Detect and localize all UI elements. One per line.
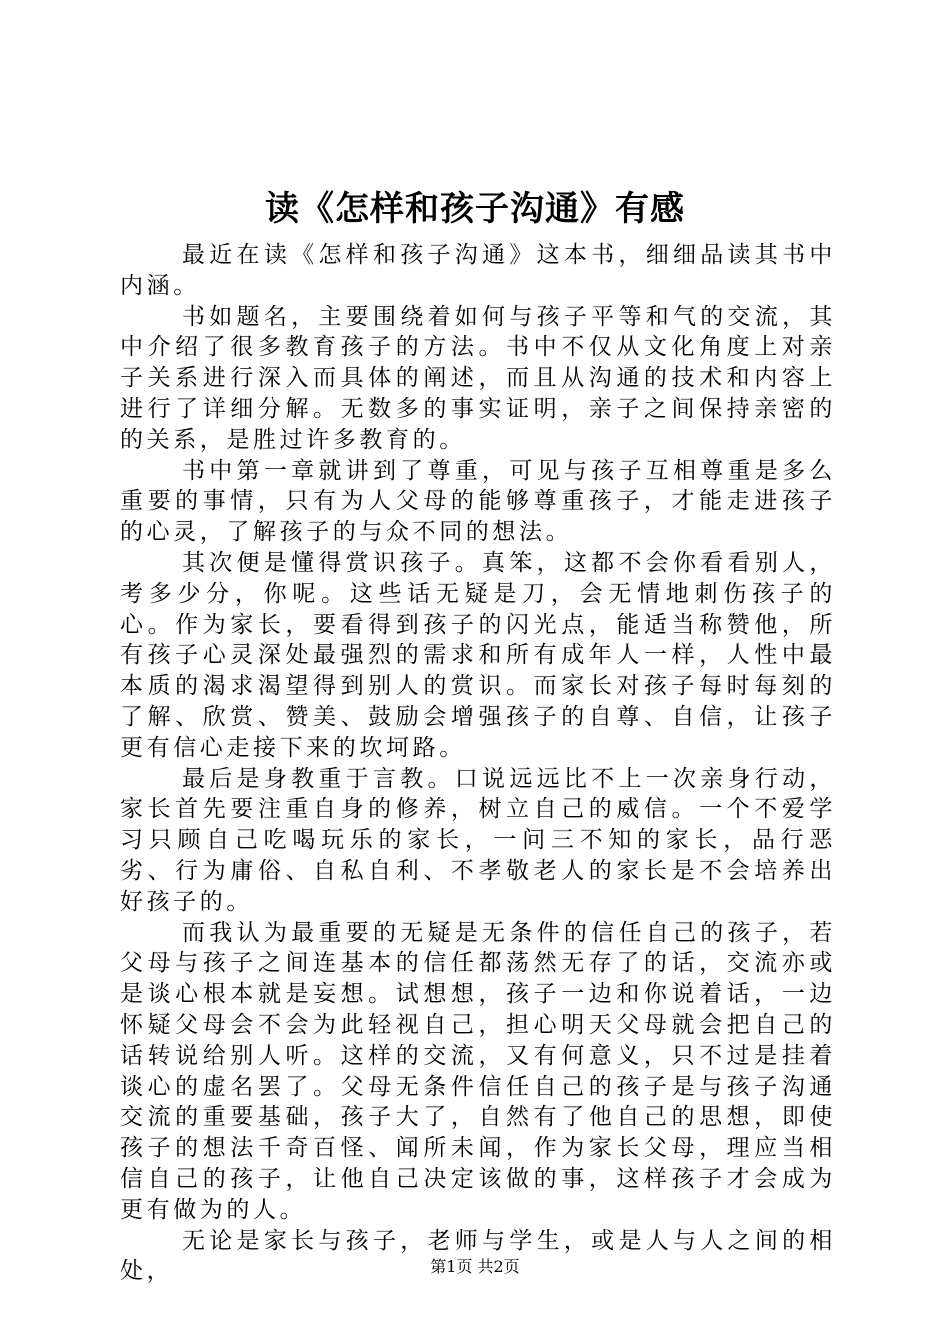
page-footer: 第1页 共2页 <box>430 1257 520 1276</box>
paragraph-6: 而我认为最重要的无疑是无条件的信任自己的孩子，若父母与孩子之间连基本的信任都荡然无存了的话，交流亦或是谈心根本就是妄想。试想想，孩子一边和你说着话，一边怀疑父母会不会为此轻视自己，担心明天父母就会把自己的话转说给别人听。这样的交流，又有何意义，只不过是挂着谈心的虚名罢了。父母无条件信任自己的孩子是与孩子沟通交流的重要基础，孩子大了，自然有了他自己的思想，即使孩子的想法千奇百怪、闻所未闻，作为家长父母，理应当相信自己的孩子，让他自己决定该做的事，这样孩子才会成为更有做为的人。 <box>120 919 836 1223</box>
paragraph-4: 其次便是懂得赏识孩子。真笨，这都不会你看看别人，考多少分，你呢。这些话无疑是刀，会无情地刺伤孩子的心。作为家长，要看得到孩子的闪光点，能适当称赞他，所有孩子心灵深处最强烈的需求和所有成年人一样，人性中最本质的渴求渴望得到别人的赏识。而家长对孩子每时每刻的了解、欣赏、赞美、鼓励会增强孩子的自尊、自信，让孩子更有信心走接下来的坎坷路。 <box>120 549 836 761</box>
paragraph-2: 书如题名，主要围绕着如何与孩子平等和气的交流，其中介绍了很多教育孩子的方法。书中不仅从文化角度上对亲子关系进行深入而具体的阐述，而且从沟通的技术和内容上进行了详细分解。无数多的事实证明，亲子之间保持亲密的的关系，是胜过许多教育的。 <box>120 303 836 453</box>
document-body <box>120 240 836 1287</box>
paragraph-1: 最近在读《怎样和孩子沟通》这本书，细细品读其书中内涵。 <box>120 242 836 299</box>
paragraph-3: 书中第一章就讲到了尊重，可见与孩子互相尊重是多么重要的事情，只有为人父母的能够尊重孩子，才能走进孩子的心灵，了解孩子的与众不同的想法。 <box>120 457 836 546</box>
document-title: 读《怎样和孩子沟通》有感 <box>265 189 685 229</box>
paragraph-7: 无论是家长与孩子，老师与学生，或是人与人之间的相处， <box>120 1227 836 1285</box>
paragraph-5: 最后是身教重于言教。口说远远比不上一次亲身行动，家长首先要注重自身的修养，树立自己的威信。一个不爱学习只顾自己吃喝玩乐的家长，一问三不知的家长，品行恶劣、行为庸俗、自私自利、不孝敬老人的家长是不会培养出好孩子的。 <box>120 765 836 915</box>
